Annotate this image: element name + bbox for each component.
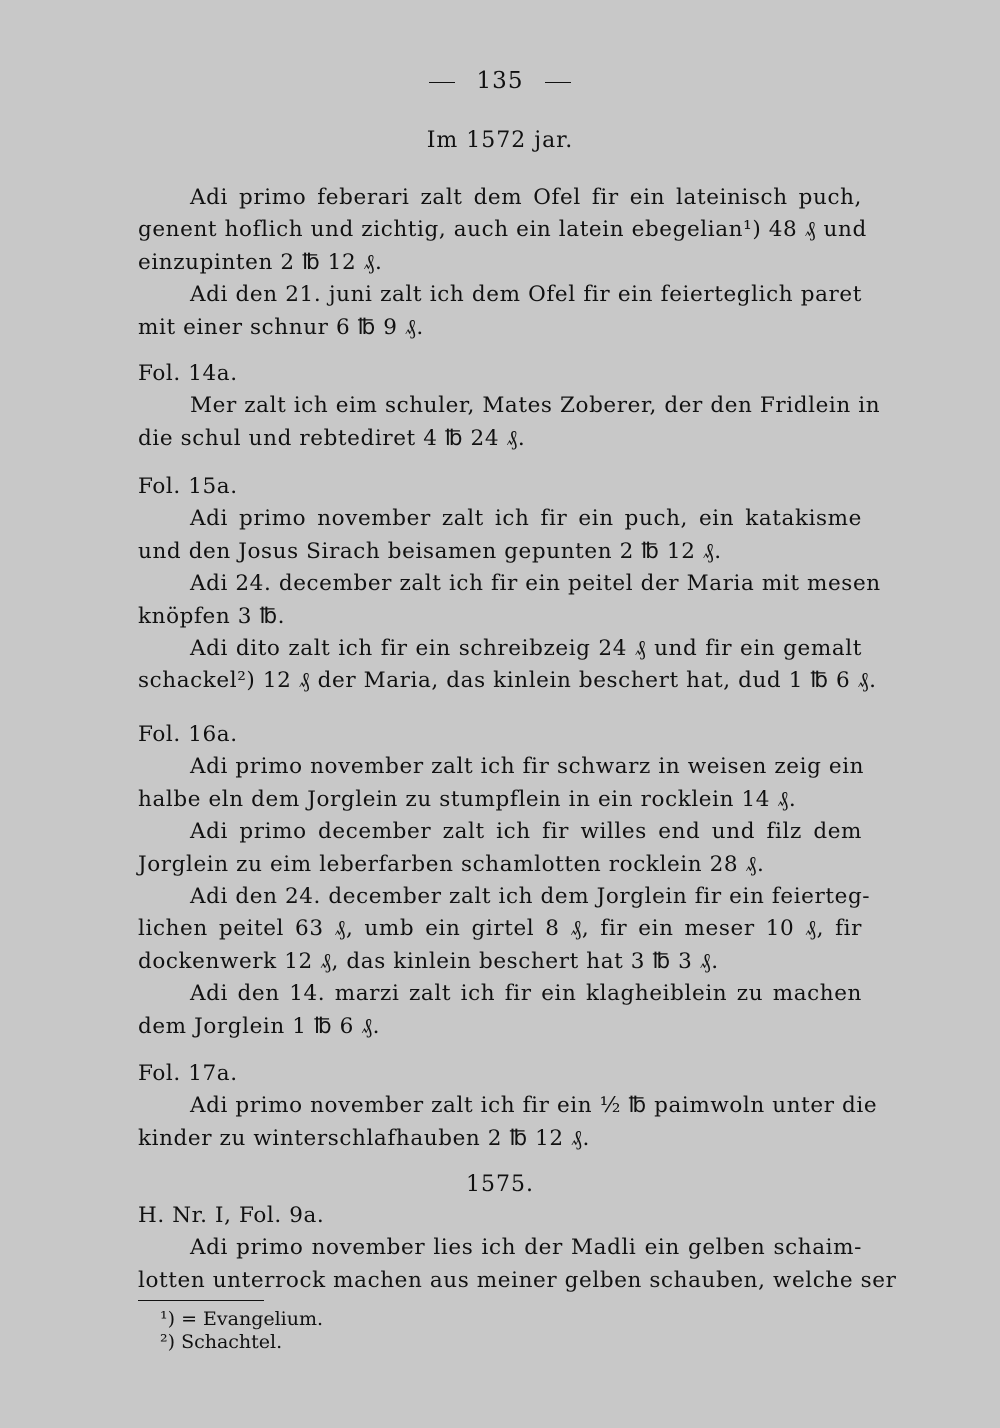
page-number-dash-left xyxy=(429,82,455,83)
text-line: dockenwerk 12 ₰, das kinlein beschert hat 3 ℔ 3 ₰. xyxy=(138,948,719,974)
folio-label: Fol. 17a. xyxy=(138,1061,238,1086)
text-line: Adi primo feberari zalt dem Ofel fir ein lateinisch puch, xyxy=(190,185,862,210)
year-heading-1575: 1575. xyxy=(466,1172,534,1197)
entry-paragraph xyxy=(138,503,862,568)
text-line: die schul und rebtediret 4 ℔ 24 ₰. xyxy=(138,425,526,451)
entry-paragraph xyxy=(138,881,871,978)
entry-paragraph xyxy=(138,978,862,1043)
text-line: und den Josus Sirach beisamen gepunten 2 ℔ 12 ₰. xyxy=(138,538,722,564)
text-line: Jorglein zu eim leberfarben schamlotten rocklein 28 ₰. xyxy=(138,851,765,877)
text-line: mit einer schnur 6 ℔ 9 ₰. xyxy=(138,314,424,340)
text-line: Adi den 21. juni zalt ich dem Ofel fir ein feierteglich paret xyxy=(190,282,862,308)
text-line: Mer zalt ich eim schuler, Mates Zoberer, der den Fridlein in xyxy=(190,393,881,419)
text-line: einzupinten 2 ℔ 12 ₰. xyxy=(138,249,383,275)
text-line: Adi primo november zalt ich fir ein puch, ein katakisme xyxy=(190,506,862,532)
entry-paragraph xyxy=(138,751,865,816)
text-line: knöpfen 3 ℔. xyxy=(138,603,286,629)
entry-paragraph xyxy=(138,816,862,881)
footnote-rule xyxy=(138,1300,264,1301)
folio-label: Fol. 15a. xyxy=(138,474,238,499)
text-line: Adi den 14. marzi zalt ich fir ein klagheiblein zu machen xyxy=(190,981,862,1007)
entries-1572 xyxy=(138,182,867,344)
section-1575 xyxy=(138,1200,897,1297)
entry-paragraph xyxy=(138,633,877,698)
text-line: Adi primo november zalt ich fir schwarz in weisen zeig ein xyxy=(190,754,865,780)
text-line: Adi 24. december zalt ich fir ein peitel der Maria mit mesen xyxy=(190,571,881,597)
text-line: lotten unterrock machen aus meiner gelben schauben, welche ser xyxy=(138,1267,897,1293)
text-line: Adi primo november zalt ich fir ein ½ ℔ paimwoln unter die xyxy=(190,1093,878,1119)
entry-paragraph xyxy=(138,568,881,633)
entry-paragraph xyxy=(138,182,867,279)
folio-17a xyxy=(138,1058,878,1155)
text-line: Adi primo december zalt ich fir willes end und filz dem xyxy=(190,819,862,845)
folio-14a xyxy=(138,358,881,455)
page-number-text: 135 xyxy=(476,68,524,94)
text-line: lichen peitel 63 ₰, umb ein girtel 8 ₰, fir ein meser 10 ₰, fir xyxy=(138,916,862,942)
entry-paragraph xyxy=(138,279,862,344)
page-number xyxy=(0,68,1000,94)
footnote-1: ¹) = Evangelium. xyxy=(160,1308,324,1330)
footnote-2: ²) Schachtel. xyxy=(160,1331,283,1353)
folio-label: H. Nr. I, Fol. 9a. xyxy=(138,1203,325,1228)
entry-paragraph xyxy=(138,1232,897,1297)
text-line: Adi den 24. december zalt ich dem Jorglein fir ein feierteg- xyxy=(190,884,871,910)
text-line: dem Jorglein 1 ℔ 6 ₰. xyxy=(138,1013,381,1039)
text-line: genent hoflich und zichtig, auch ein latein ebegelian¹) 48 ₰ und xyxy=(138,217,867,243)
folio-label: Fol. 16a. xyxy=(138,722,238,747)
page-number-dash-right xyxy=(545,82,571,83)
folio-16a xyxy=(138,719,871,1043)
year-heading-1572: Im 1572 jar. xyxy=(426,128,574,153)
entry-paragraph xyxy=(138,1090,878,1155)
folio-15a xyxy=(138,471,881,698)
text-line: kinder zu winterschlafhauben 2 ℔ 12 ₰. xyxy=(138,1125,590,1151)
entry-paragraph xyxy=(138,390,881,455)
footnotes xyxy=(160,1308,323,1354)
text-line: Adi dito zalt ich fir ein schreibzeig 24 ₰ und fir ein gemalt xyxy=(190,636,862,662)
folio-label: Fol. 14a. xyxy=(138,361,238,386)
text-line: schackel²) 12 ₰ der Maria, das kinlein beschert hat, dud 1 ℔ 6 ₰. xyxy=(138,668,877,694)
text-line: halbe eln dem Jorglein zu stumpflein in ein rocklein 14 ₰. xyxy=(138,786,797,812)
text-line: Adi primo november lies ich der Madli ein gelben schaim- xyxy=(190,1235,862,1261)
